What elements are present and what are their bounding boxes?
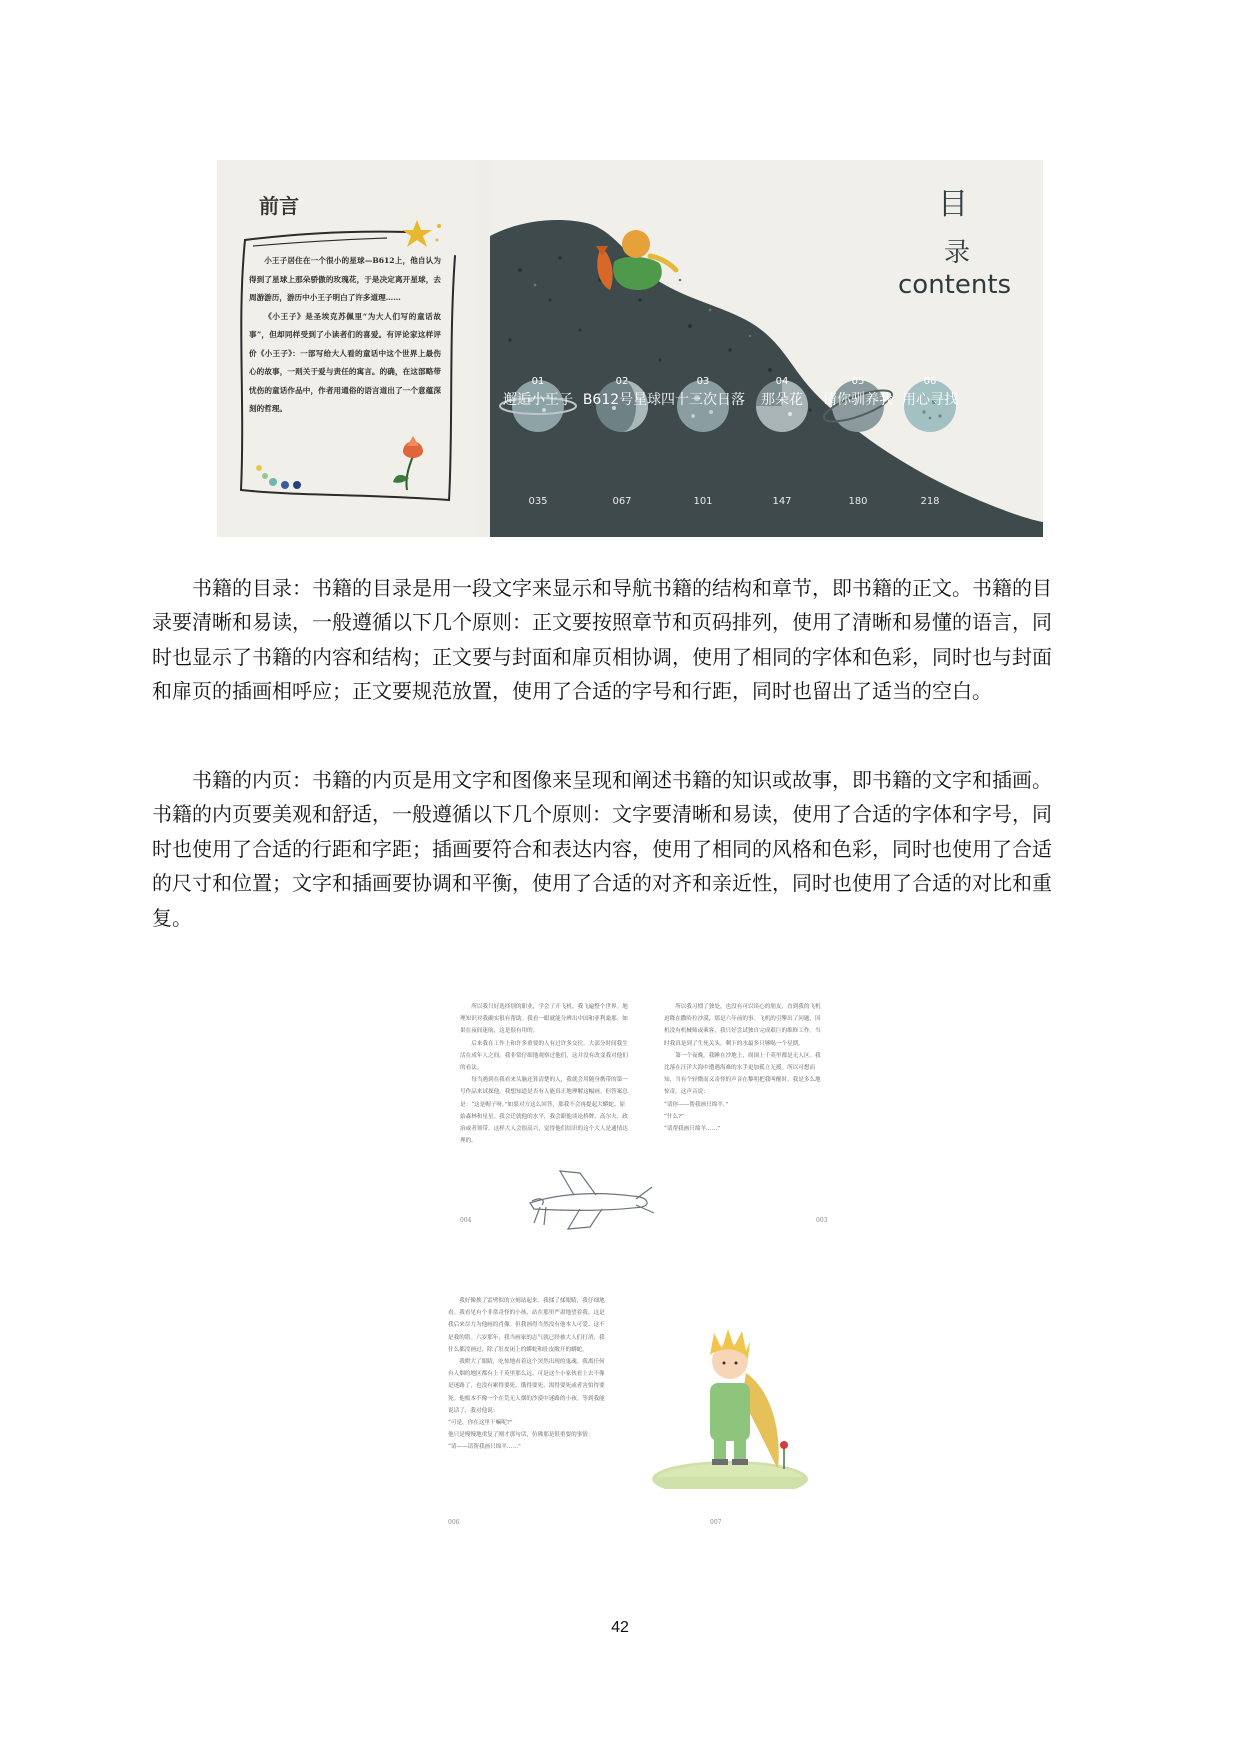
figure-book-spreads (217, 160, 1043, 537)
chapter-page-wrap (493, 160, 583, 537)
preface-paragraph: 小王子居住在一个很小的星球—B612上，他自认为得到了星球上那朵骄傲的玫瑰花，于是决定离开星球，去周游游历，游历中小王子明白了许多道理…… (249, 256, 441, 302)
chapter-page: 147 (772, 496, 792, 507)
chapter-page: 218 (920, 496, 940, 507)
chapter-page-wrap (577, 160, 667, 537)
spread-text-paragraph: “请——请帮我画只绵羊……” (448, 1444, 521, 1451)
chapter-number: 01 (531, 376, 545, 387)
chapter-title: 四十三次日落 (661, 392, 745, 408)
spread-text-paragraph: 所以我习惯了独处，也没有可以谈心的朋友，直到我的飞机迫降在撒哈拉沙漠，那是六年前的事。飞机的引擎出了问题，因机没有机械师或乘客，我只好尝试独自完成艰巨的维修工作。当时我真是到了生死关头，剩下的水最多只够喝一个星期。 (664, 1004, 821, 1047)
chapter-title: 邂逅小王子 (503, 392, 573, 408)
book-spread-2 (438, 1293, 838, 1533)
chapter-page: 180 (848, 496, 868, 507)
page-number: 42 (611, 1619, 629, 1636)
spread-text-paragraph: 所以我只好选择别的职业，学会了开飞机。我飞遍整个世界。地理知识对我确实很有帮助。我看一眼就能分辨出中国和亚利桑那。如果在夜间迷航，这是很有用的。 (460, 1004, 628, 1035)
spread-text-paragraph: 每当遇到在我看来头脑还算清楚的人，我就会用随身携带的第一号作品来试探他。我想知道是否有人能真正地理解这幅画。但答案总是：“这是帽子呀。”如果对方这么回答，那我不会再提起大蟒蛇、原始森林和星星。我会迁就他的水平，我会跟他谈论桥牌、高尔夫、政治或者领带。这样大人会很高兴，觉得他们结识的这个大人是通情达理的。 (460, 1077, 628, 1145)
folio-left: 004 (460, 1217, 472, 1224)
spread-right-text (664, 1001, 824, 1135)
paragraph-text: 书籍的目录：书籍的目录是用一段文字来显示和导航书籍的结构和章节，即书籍的正文。书籍的目录要清晰和易读，一般遵循以下几个原则：正文要按照章节和页码排列，使用了清晰和易懂的语言，同时也显示了书籍的内容和结构；正文要与封面和扉页相协调，使用了相同的字体和色彩，同时也与封面和扉页的插画相呼应；正文要规范放置，使用了合适的字号和行距，同时也留出了适当的空白。 (152, 576, 1052, 704)
paragraph-text: 书籍的内页：书籍的内页是用文字和图像来呈现和阐述书籍的知识或故事，即书籍的文字和插画。书籍的内页要美观和舒适，一般遵循以下几个原则：文字要清晰和易读，使用了合适的字体和字号，同时也使用了合适的行距和字距；插画要符合和表达内容，使用了相同的风格和色彩，同时也使用了合适的尺寸和位置；文字和插画要协调和平衡，使用了合适的对齐和亲近性，同时也使用了合适的对比和重复。 (152, 768, 1052, 930)
preface-title: 前言 (259, 194, 299, 218)
contents-title-second-char: 录 (944, 238, 971, 268)
spread-left-text (448, 1295, 608, 1454)
preface-body (249, 252, 441, 419)
little-prince-illustration (650, 1319, 810, 1489)
chapter-number: 04 (775, 376, 789, 387)
contents-title-english: contents (898, 270, 1012, 300)
rose-icon (780, 1441, 788, 1469)
contents-title: 目 (938, 187, 968, 222)
folio-right: 007 (710, 1519, 722, 1526)
spread-text-paragraph: “可是，你在这里干嘛呢?” (448, 1420, 513, 1427)
airplane-sketch-icon (520, 1163, 670, 1233)
chapter-number: 05 (851, 376, 865, 387)
chapter-number: 02 (615, 376, 629, 387)
chapter-title: B612号星球 (582, 392, 662, 408)
spread-text-paragraph: “请你——帮我画只绵羊。” (664, 1101, 729, 1108)
spread-text-paragraph: 第一个夜晚，我睡在沙地上，周围上千英里都是无人区。我比落在汪洋大海中遭遇海难的水手更加孤立无援。所以可想而知，当有个轻微而又奇怪的声音在黎明把我叫醒时，我是多么地惊奇。这声音说： (664, 1052, 821, 1096)
folio-right: 003 (816, 1217, 828, 1224)
flower-icon (393, 436, 423, 490)
chapter-title: 请你驯养我 (823, 392, 893, 408)
star-icon (402, 220, 432, 247)
chapter-page-wrap (885, 160, 975, 537)
contents-page (490, 160, 1043, 537)
body-paragraph-inner-pages (152, 763, 1058, 935)
preface-paragraph: 《小王子》是圣埃克苏佩里“为大人们写的童话故事”，但却同样受到了小读者们的喜爱。有评论家这样评价《小王子》：一部写给大人看的童话中这个世界上最伤心的故事，一则关于爱与责任的寓言。的确，在这部略带忧伤的童话作品中，作者用通俗的语言道出了一个意蕴深刻的哲理。 (249, 311, 441, 413)
chapter-title: 用心寻找 (902, 392, 958, 408)
spread-text-paragraph: 我好像挨了雷劈似的立刻站起来。我揉了揉眼睛，我仔细地看。我看见有个非常奇怪的小孩，站在那里严肃地望着我。这是我后来尽力为他画的肖像。但我画得当然没有他本人可爱。这不是我的错。六岁那年，我当画家的志气就已经被大人们打消，我什么都没画过，除了肚皮闭上的蟒蛇和肚皮敞开的蟒蛇。 (448, 1298, 605, 1353)
spread-text-paragraph: 后来我在工作上和许多重要的人有过许多交往。大部分时间我生活在成年人之间。我非常仔细地观察过他们，这并没有改变我对他们的看法。 (460, 1040, 628, 1072)
spread-left-text (460, 1001, 628, 1147)
book-spread-1 (450, 995, 850, 1230)
chapter-page: 067 (612, 496, 632, 507)
folio-left: 006 (448, 1519, 460, 1526)
chapter-page: 101 (693, 496, 713, 507)
spread-text-paragraph: “请帮我画只绵羊……” (664, 1126, 721, 1133)
spread-text-paragraph: 他只是慢慢地重复了刚才那句话，仿佛那是很重要的事情： (448, 1432, 594, 1439)
chapter-number: 06 (923, 376, 937, 387)
preface-page (217, 160, 479, 537)
spread-text-paragraph: “什么?” (664, 1113, 684, 1120)
chapter-page: 035 (528, 496, 548, 507)
chapter-number: 03 (696, 376, 710, 387)
chapter-page-wrap (658, 160, 748, 537)
spread-text-paragraph: 我瞪大了眼睛，吃惊地看着这个突然出现的鬼魂。我离任何有人烟的地区都有上千英里那么远。可是这个小家伙看上去不像是迷路了，也没有累得要死、饿得要死、渴得要死或者害怕得要死。他根本不像一个在荒无人烟的沙漠中迷路的小孩。等到我能说话了，我对他说： (448, 1359, 605, 1414)
body-paragraph-contents (152, 571, 1058, 709)
chapter-title: 那朵花 (761, 392, 803, 408)
